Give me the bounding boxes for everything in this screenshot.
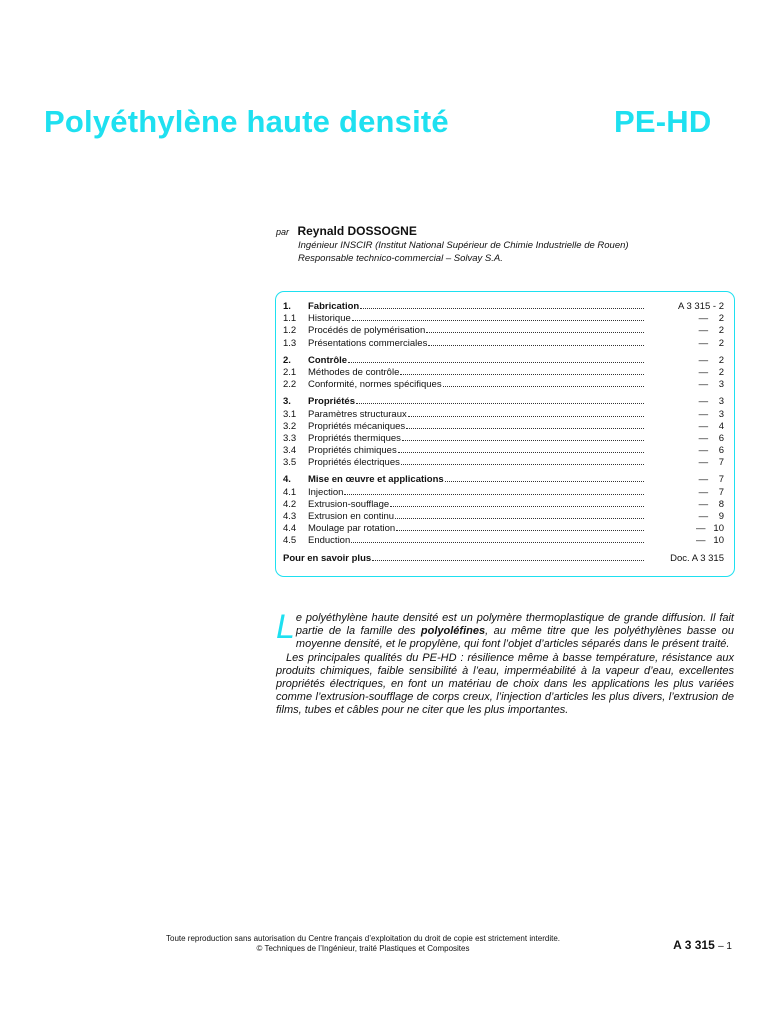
toc-number: 3.1 xyxy=(283,408,297,420)
toc-group xyxy=(283,355,724,392)
toc-number: 4.1 xyxy=(283,486,297,498)
footer-line-2: © Techniques de l’Ingénieur, traité Plastiques et Composites xyxy=(256,943,470,953)
toc-label: Conformité, normes spécifiques xyxy=(308,379,442,391)
intro-p1-after: , au même titre que les polyéthylènes basse ou moyenne densité, et le propylène, qui font l’objet d’articles séparés dans le présent traité. xyxy=(295,625,734,651)
doc-code: A 3 315 xyxy=(673,938,715,952)
toc-entry[interactable] xyxy=(283,379,724,391)
toc-entry[interactable] xyxy=(283,535,724,547)
author-prefix: par xyxy=(276,227,290,237)
author-affiliation: Ingénieur INSCIR (Institut National Supérieur de Chimie Industrielle de Rouen) xyxy=(298,240,629,251)
toc-label: Moulage par rotation xyxy=(308,523,396,535)
toc-leader-dots xyxy=(445,481,644,482)
toc-leader-dots xyxy=(356,403,644,404)
toc-number: 1.3 xyxy=(283,337,297,349)
toc-leader-dots xyxy=(402,440,644,441)
toc-label: Propriétés chimiques xyxy=(308,445,397,457)
toc-leader-dots xyxy=(400,374,644,375)
toc-number: 3.2 xyxy=(283,420,297,432)
toc-number: 2.2 xyxy=(283,379,297,391)
footer-line-1: Toute reproduction sans autorisation du Centre français d’exploitation du droit de copie est strictement interdite. xyxy=(166,934,560,943)
toc-number: 1.1 xyxy=(283,313,297,325)
toc-label: Historique xyxy=(308,313,351,325)
toc-entry[interactable] xyxy=(283,445,724,457)
intro-text xyxy=(276,608,734,718)
toc-number: 3.4 xyxy=(283,445,297,457)
toc-leader-dots xyxy=(348,362,644,363)
toc-label: Paramètres structuraux xyxy=(308,408,407,420)
toc-leader-dots xyxy=(360,308,644,309)
toc-number: 4.4 xyxy=(283,523,297,535)
toc-page-ref: — 7 xyxy=(698,474,724,486)
toc-page-ref: — 7 xyxy=(698,457,724,469)
toc-number: 2.1 xyxy=(283,366,297,378)
toc-number: 4.3 xyxy=(283,511,297,522)
toc-label: Pour en savoir plus xyxy=(283,552,372,564)
intro-p1-bold: polyoléfines xyxy=(420,625,486,638)
toc-label: Propriétés électriques xyxy=(308,457,400,469)
toc-entry[interactable] xyxy=(283,313,724,325)
toc-group xyxy=(283,301,724,350)
toc-group xyxy=(283,396,724,469)
toc-page-ref: — 10 xyxy=(696,523,724,535)
toc-leader-dots xyxy=(395,518,644,519)
document-reference xyxy=(673,938,732,952)
toc-page-ref: — 3 xyxy=(698,379,724,391)
toc-entry[interactable] xyxy=(283,553,724,565)
page-number: – 1 xyxy=(718,941,732,952)
toc-group xyxy=(283,474,724,547)
toc-leader-dots xyxy=(443,386,644,387)
drop-cap: L xyxy=(276,608,295,646)
toc-label: Extrusion en continu xyxy=(308,511,395,522)
toc-entry[interactable] xyxy=(283,499,724,511)
toc-entry[interactable] xyxy=(283,325,724,337)
toc-entry[interactable] xyxy=(283,355,724,367)
toc-leader-dots xyxy=(408,416,644,417)
toc-entry[interactable] xyxy=(283,523,724,535)
toc-entry[interactable] xyxy=(283,367,724,379)
toc-number: 3.3 xyxy=(283,432,297,444)
intro-p2: Les principales qualités du PE-HD : résilience même à basse température, résistance aux produits chimiques, faible sensibilité à l’eau, imperméabilité à la vapeur d’eau, excellentes propriétés électriques, en font un matériau de choix dans les applications les plus variées comme l’extrusion-soufflage de corps creux, l’injection d’articles les plus divers, l’extrusion de films, tubes et câbles pour ne citer que les plus importantes. xyxy=(276,651,734,717)
toc-number: 4.5 xyxy=(283,535,297,547)
toc-number: 4.2 xyxy=(283,498,297,510)
title-main: Polyéthylène haute densité xyxy=(44,104,449,139)
toc-page-ref: — 2 xyxy=(698,337,724,349)
intro-p1-before: e polyéthylène haute densité est un polymère thermoplastique de grande diffusion. Il fait partie de la famille des xyxy=(295,612,734,638)
toc-page-ref: — 6 xyxy=(698,432,724,444)
toc-label: Méthodes de contrôle xyxy=(308,366,400,378)
toc-page-ref: — 2 xyxy=(698,325,724,337)
toc-number: 3.5 xyxy=(283,457,297,469)
toc-leader-dots xyxy=(390,506,644,507)
toc-entry[interactable] xyxy=(283,338,724,350)
toc-label: Injection xyxy=(308,486,344,498)
toc-label: Fabrication xyxy=(308,301,360,312)
title-abbr: PE-HD xyxy=(614,104,712,139)
toc-entry[interactable] xyxy=(283,433,724,445)
toc-leader-dots xyxy=(398,452,644,453)
toc-page-ref: — 7 xyxy=(698,486,724,498)
toc-page-ref: — 10 xyxy=(696,535,724,547)
table-of-contents xyxy=(275,291,735,577)
toc-page-ref: A 3 315 - 2 xyxy=(678,301,724,312)
toc-number: 3. xyxy=(283,396,291,408)
copyright-footer xyxy=(100,934,626,953)
toc-page-ref: — 8 xyxy=(698,498,724,510)
toc-entry[interactable] xyxy=(283,457,724,469)
toc-number: 1.2 xyxy=(283,325,297,337)
toc-page-ref: — 6 xyxy=(698,445,724,457)
toc-label: Propriétés mécaniques xyxy=(308,420,406,432)
toc-entry[interactable] xyxy=(283,396,724,408)
toc-entry[interactable] xyxy=(283,301,724,313)
toc-entry[interactable] xyxy=(283,487,724,499)
toc-leader-dots xyxy=(344,494,644,495)
toc-entry[interactable] xyxy=(283,409,724,421)
toc-label: Propriétés thermiques xyxy=(308,432,401,444)
author-name: Reynald DOSSOGNE xyxy=(297,224,417,238)
toc-label: Enduction xyxy=(308,535,351,547)
toc-page-ref: — 2 xyxy=(698,354,724,366)
toc-group xyxy=(283,553,724,565)
toc-page-ref: — 4 xyxy=(698,420,724,432)
toc-number: 2. xyxy=(283,354,291,366)
toc-label: Contrôle xyxy=(308,354,348,366)
toc-label: Extrusion-soufflage xyxy=(308,498,390,510)
toc-page-ref: — 9 xyxy=(698,511,724,522)
toc-label: Procédés de polymérisation xyxy=(308,325,426,337)
toc-page-ref: — 3 xyxy=(698,396,724,408)
toc-page-ref: — 2 xyxy=(698,366,724,378)
toc-entry[interactable] xyxy=(283,421,724,433)
toc-number: 1. xyxy=(283,301,291,312)
author-block xyxy=(276,222,736,265)
author-position: Responsable technico-commercial – Solvay S.A. xyxy=(298,252,503,264)
toc-label: Mise en œuvre et applications xyxy=(308,474,444,486)
toc-page-ref: — 2 xyxy=(698,313,724,325)
toc-leader-dots xyxy=(406,428,644,429)
toc-leader-dots xyxy=(401,464,644,465)
toc-entry[interactable] xyxy=(283,511,724,523)
toc-label: Présentations commerciales xyxy=(308,337,428,349)
toc-number: 4. xyxy=(283,474,291,486)
toc-leader-dots xyxy=(372,560,644,561)
toc-leader-dots xyxy=(396,530,644,531)
toc-leader-dots xyxy=(426,332,644,333)
toc-page-ref: Doc. A 3 315 xyxy=(670,552,724,564)
toc-page-ref: — 3 xyxy=(698,408,724,420)
toc-leader-dots xyxy=(351,542,644,543)
toc-leader-dots xyxy=(428,345,644,346)
toc-leader-dots xyxy=(352,320,644,321)
toc-label: Propriétés xyxy=(308,396,355,408)
toc-entry[interactable] xyxy=(283,474,724,486)
